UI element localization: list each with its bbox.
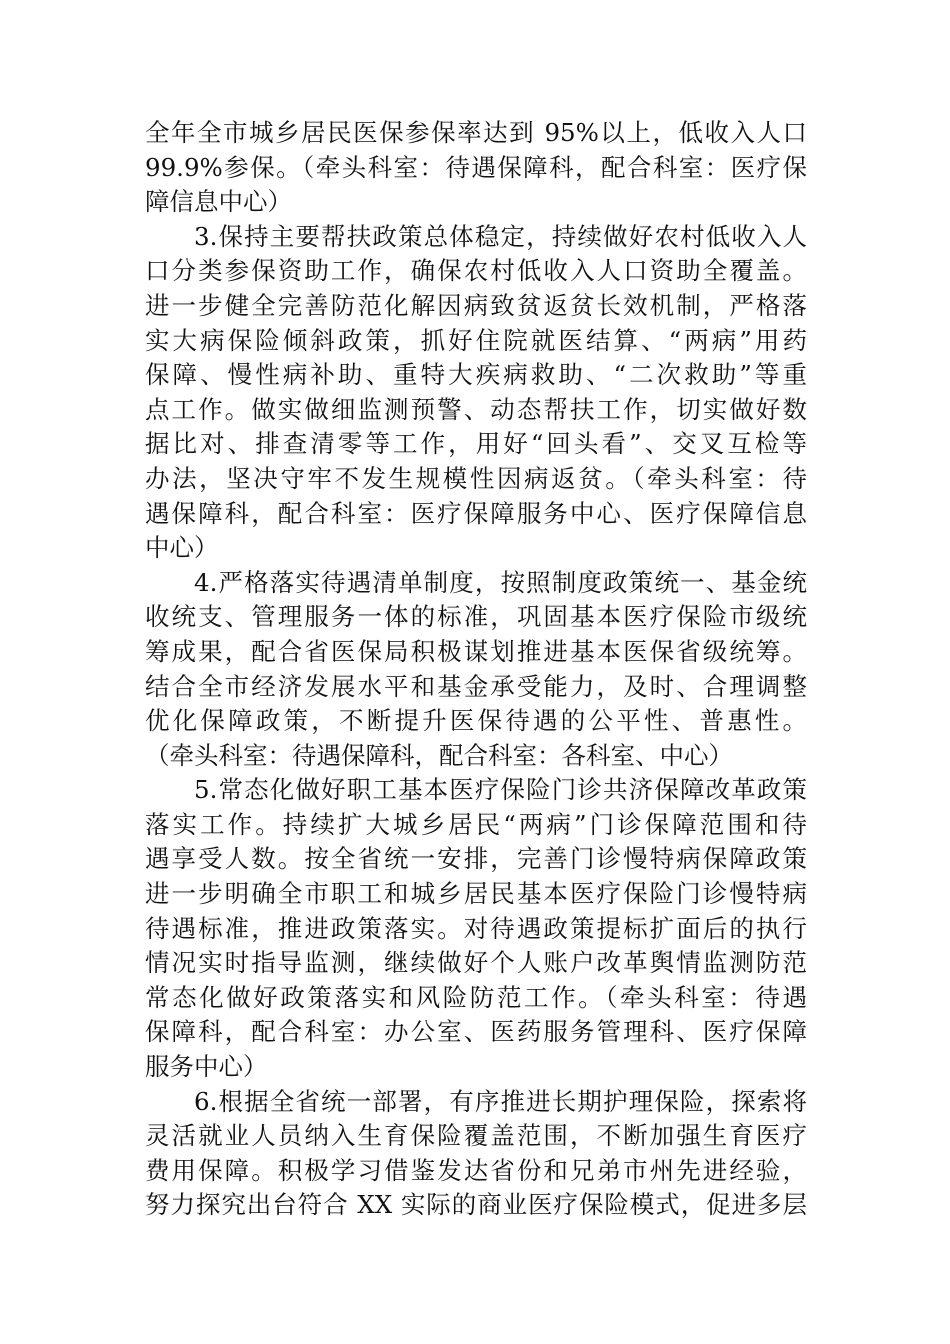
text-line: （牵头科室：待遇保障科，配合科室：各科室、中心） (145, 740, 733, 770)
text-line: 办法，坚决守牢不发生规模性因病返贫。（牵头科室：待 (145, 463, 807, 493)
text-line: 进一步健全完善防范化解因病致贫返贫长效机制，严格落 (145, 290, 807, 320)
text-line: 常态化做好政策落实和风险防范工作。（牵头科室：待遇 (145, 982, 807, 1012)
text-line: 4.严格落实待遇清单制度，按照制度政策统一、基金统 (194, 567, 807, 597)
text-line: 灵活就业人员纳入生育保险覆盖范围，不断加强生育医疗 (145, 1121, 807, 1151)
text-line: 全年全市城乡居民医保参保率达到 95%以上，低收入人口 (145, 118, 807, 147)
text-line: 99.9%参保。（牵头科室：待遇保障科，配合科室：医疗保 (145, 152, 807, 182)
text-line: 进一步明确全市职工和城乡居民基本医疗保险门诊慢特病 (145, 879, 807, 909)
text-line: 保障科，配合科室：办公室、医药服务管理科、医疗保障 (145, 1017, 807, 1047)
text-line: 实大病保险倾斜政策，抓好住院就医结算、“两病”用药 (145, 325, 807, 355)
text-line: 筹成果，配合省医保局积极谋划推进基本医保省级统筹。 (145, 636, 807, 666)
text-line: 服务中心） (145, 1052, 268, 1082)
text-line: 遇享受人数。按全省统一安排，完善门诊慢特病保障政策 (145, 844, 807, 874)
text-line: 遇保障科，配合科室：医疗保障服务中心、医疗保障信息 (145, 498, 807, 528)
text-line: 据比对、排查清零等工作，用好“回头看”、交叉互检等 (145, 429, 807, 459)
text-line: 结合全市经济发展水平和基金承受能力，及时、合理调整 (145, 671, 807, 701)
text-line: 障信息中心） (145, 187, 292, 217)
text-line: 6.根据全省统一部署，有序推进长期护理保险，探索将 (194, 1086, 807, 1116)
text-line: 费用保障。积极学习借鉴发达省份和兄弟市州先进经验， (145, 1155, 807, 1185)
text-line: 努力探究出台符合 XX 实际的商业医疗保险模式，促进多层 (145, 1190, 807, 1220)
text-line: 情况实时指导监测，继续做好个人账户改革舆情监测防范 (145, 948, 807, 978)
document-body-text (145, 116, 807, 1223)
text-line: 3.保持主要帮扶政策总体稳定，持续做好农村低收入人 (194, 221, 807, 251)
text-line: 中心） (145, 533, 219, 563)
text-line: 点工作。做实做细监测预警、动态帮扶工作，切实做好数 (145, 394, 807, 424)
text-line: 落实工作。持续扩大城乡居民“两病”门诊保障范围和待 (145, 809, 807, 839)
text-line: 收统支、管理服务一体的标准，巩固基本医疗保险市级统 (145, 602, 807, 632)
text-line: 优化保障政策，不断提升医保待遇的公平性、普惠性。 (145, 706, 807, 736)
text-line: 口分类参保资助工作，确保农村低收入人口资助全覆盖。 (145, 256, 807, 286)
text-line: 保障、慢性病补助、重特大疾病救助、“二次救助”等重 (145, 360, 807, 390)
text-line: 待遇标准，推进政策落实。对待遇政策提标扩面后的执行 (145, 913, 807, 943)
text-line: 5.常态化做好职工基本医疗保险门诊共济保障改革政策 (194, 775, 807, 805)
